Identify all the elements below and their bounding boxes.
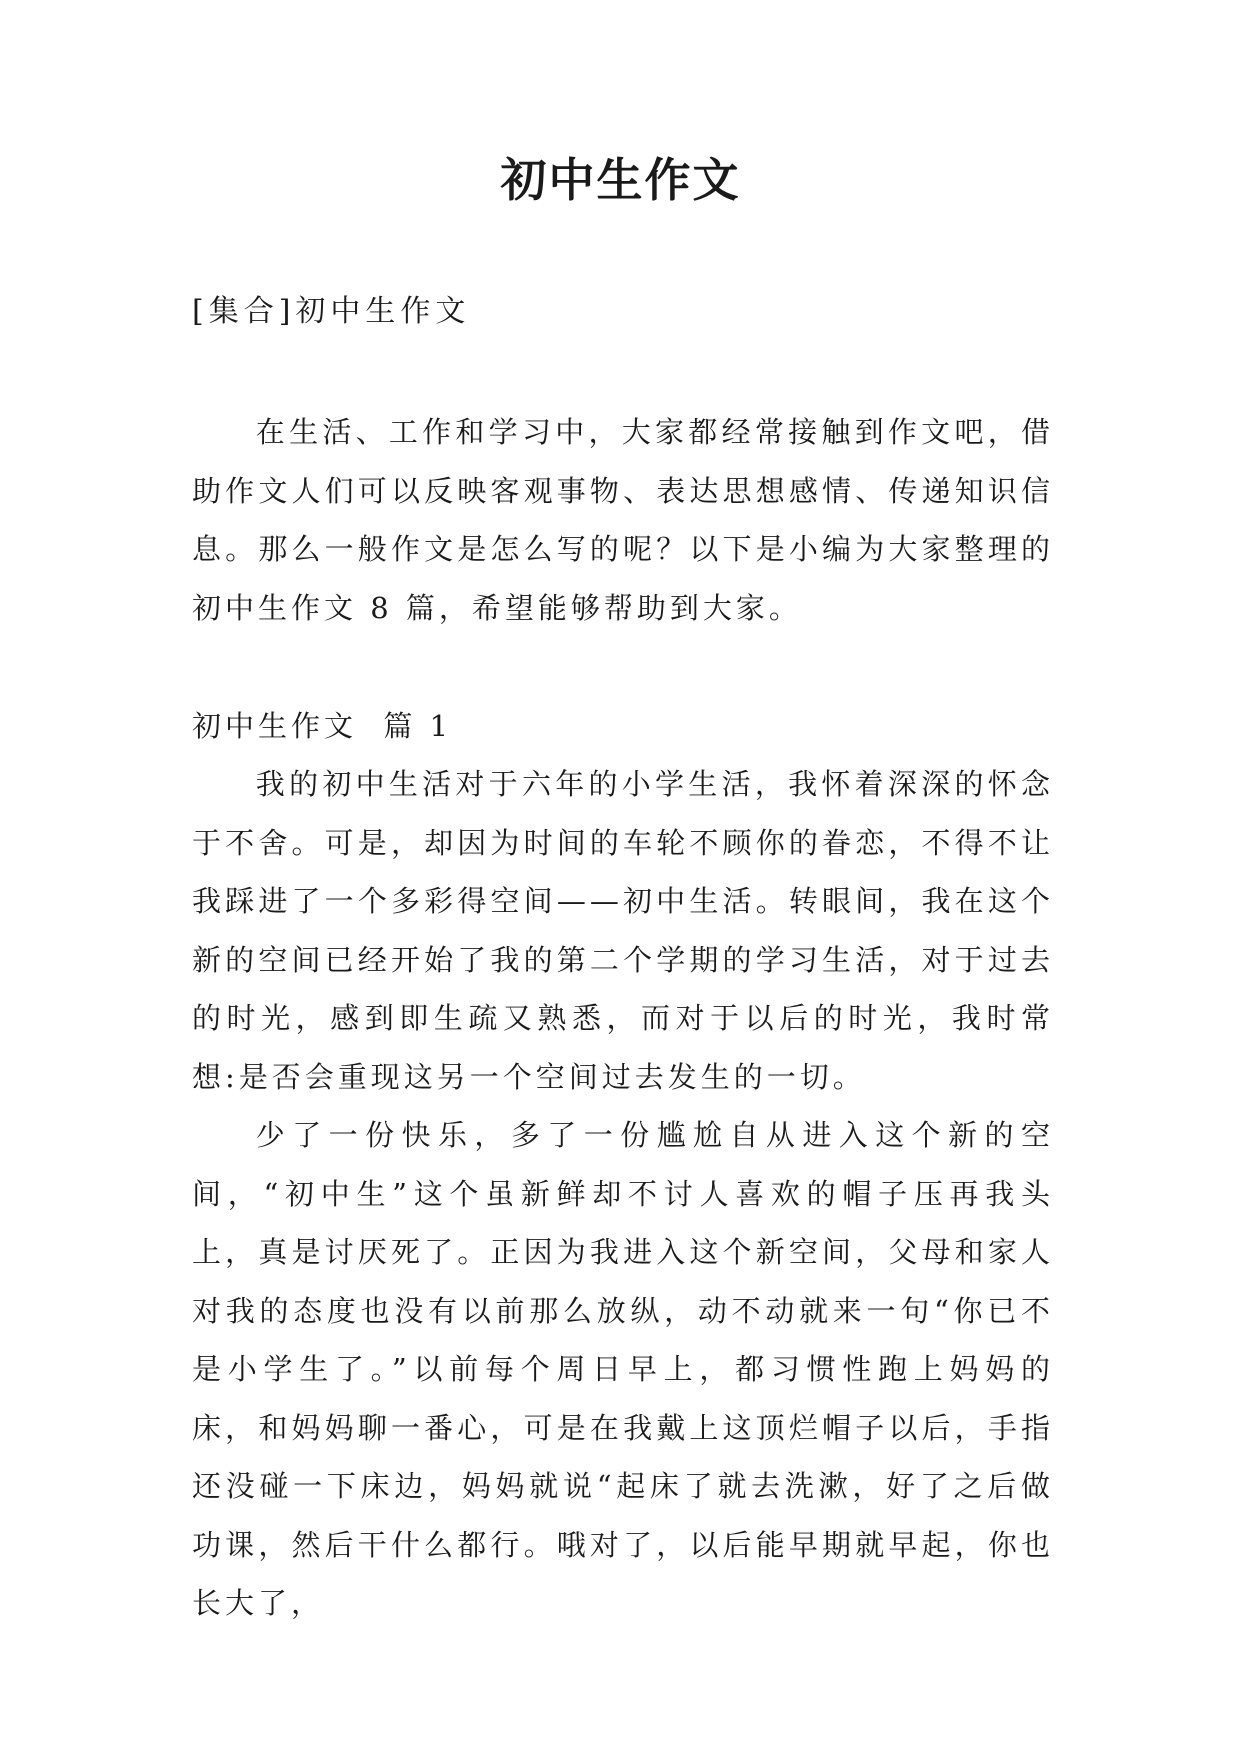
document-subtitle: [集合]初中生作文 (192, 294, 471, 329)
intro-section (192, 403, 1054, 637)
essay-paragraph-2: 少了一份快乐，多了一份尴尬自从进入这个新的空间，“初中生”这个虽新鲜却不讨人喜欢的帽子压再我头上，真是讨厌死了。正因为我进入这个新空间，父母和家人对我的态度也没有以前那么放纵，动不动就来一句“你已不是小学生了。”以前每个周日早上，都习惯性跑上妈妈的床，和妈妈聊一番心，可是在我戴上这顶烂帽子以后，手指还没碰一下床边，妈妈就说“起床了就去洗漱，好了之后做功课，然后干什么都行。哦对了，以后能早期就早起，你也长大了， (192, 1118, 1054, 1620)
essay-section-1 (192, 697, 1054, 1633)
essay-heading: 初中生作文 篇 1 (192, 709, 453, 743)
essay-paragraph-1: 我的初中生活对于六年的小学生活，我怀着深深的怀念于不舍。可是，却因为时间的车轮不顾你的眷恋，不得不让我踩进了一个多彩得空间——初中生活。转眼间，我在这个新的空间已经开始了我的第二个学期的学习生活，对于过去的时光，感到即生疏又熟悉，而对于以后的时光，我时常想:是否会重现这另一个空间过去发生的一切。 (192, 767, 1054, 1094)
intro-paragraph: 在生活、工作和学习中，大家都经常接触到作文吧，借助作文人们可以反映客观事物、表达思想感情、传递知识信息。那么一般作文是怎么写的呢？以下是小编为大家整理的初中生作文 8 篇，希望能够帮助到大家。 (192, 415, 1054, 625)
document-title: 初中生作文 (500, 153, 741, 207)
